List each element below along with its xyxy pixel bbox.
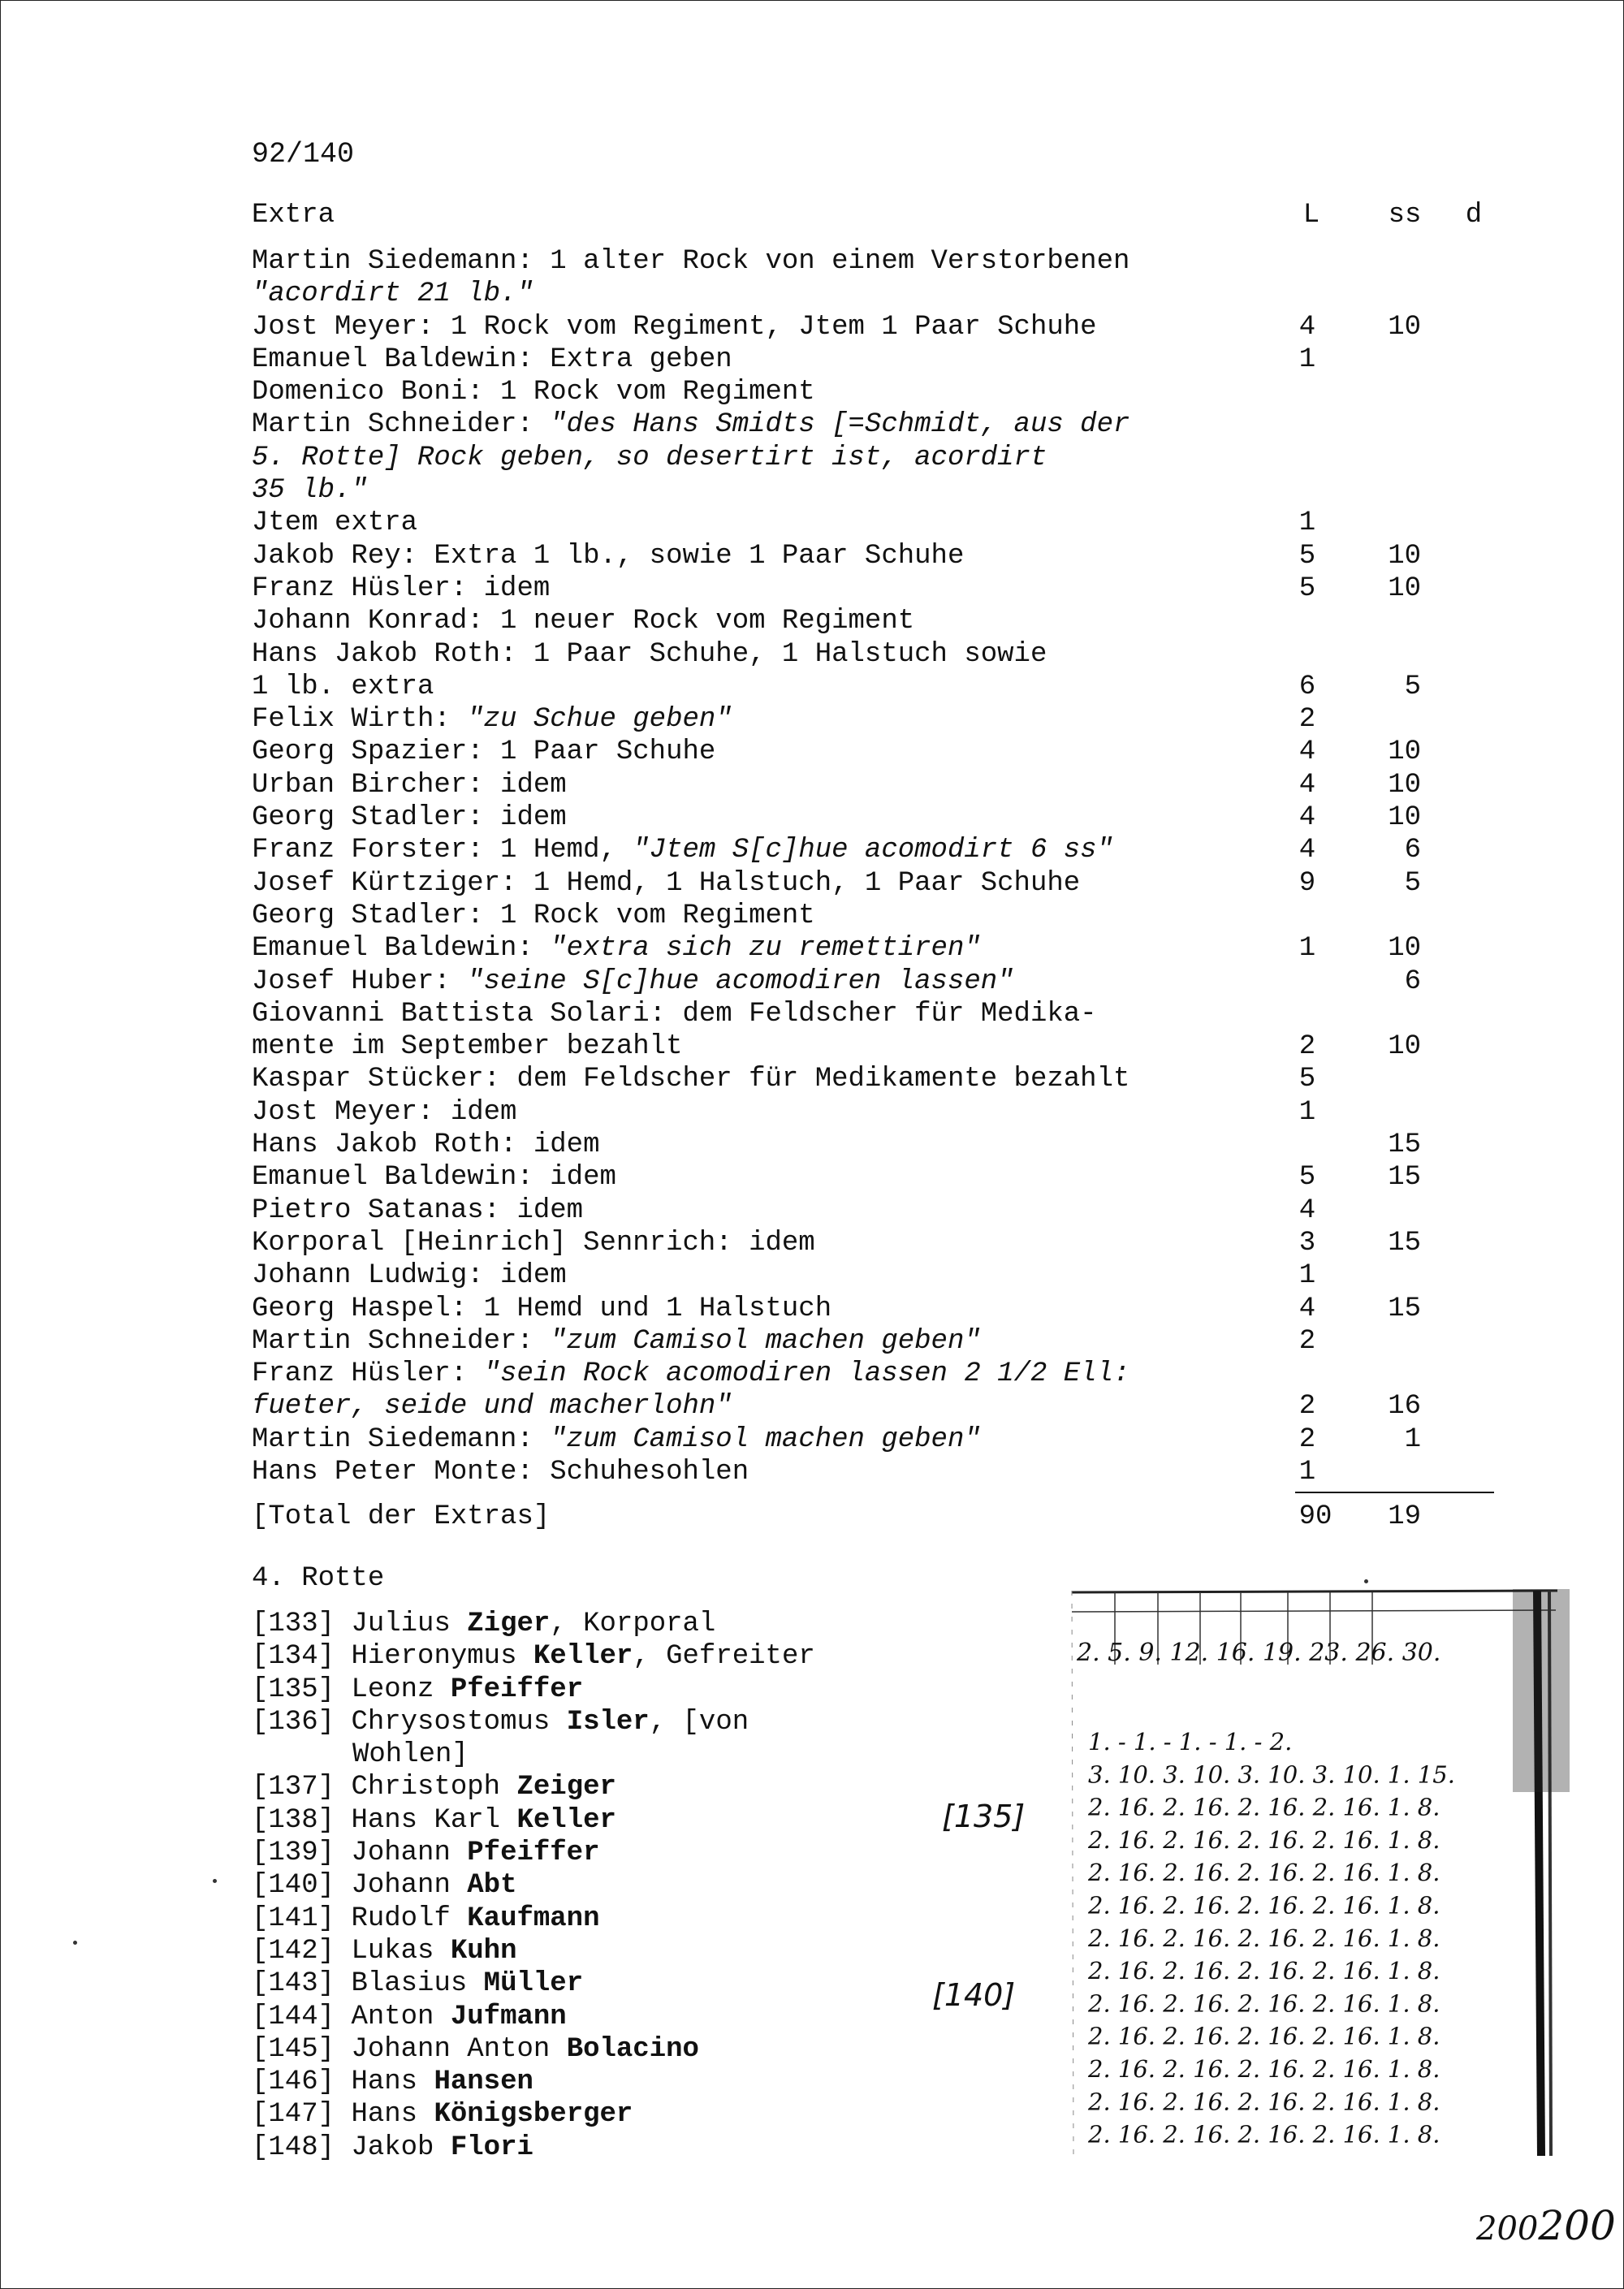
- member-surname: Isler: [566, 1706, 650, 1738]
- member-id: [144]: [252, 2001, 335, 2032]
- member-id: [148]: [252, 2131, 335, 2163]
- extra-name: Martin Schneider:: [252, 409, 551, 441]
- extra-description: [252, 311, 1097, 343]
- member-surname: Zeiger: [516, 1772, 616, 1803]
- extra-description: [252, 965, 1014, 998]
- member-id: [137]: [252, 1772, 335, 1803]
- extra-description: [252, 638, 1047, 671]
- member-surname: Flori: [450, 2131, 533, 2163]
- member-first-name: Christoph: [351, 1772, 501, 1803]
- extra-row: [252, 932, 1494, 965]
- member-first-name: Lukas: [351, 1935, 434, 1967]
- member-first-name: Johann: [351, 1838, 451, 1869]
- extra-description: [252, 1358, 1129, 1390]
- extra-row: [252, 703, 1494, 736]
- extra-row: [252, 572, 1494, 605]
- manuscript-row: 2. 16. 2. 16. 2. 16. 2. 16. 1. 8.: [1088, 1924, 1440, 1952]
- extra-amount-ss: 1: [1404, 1423, 1421, 1455]
- member-surname: Kuhn: [450, 1935, 517, 1967]
- extras-list: [252, 245, 1494, 1488]
- extra-text: Kaspar Stücker: dem Feldscher für Medikamente bezahlt: [252, 1064, 1130, 1095]
- member-row: [252, 2001, 983, 2033]
- margin-note-135: [135]: [942, 1799, 1026, 1834]
- extra-amount-l: 3: [1298, 1227, 1316, 1259]
- member-id: [143]: [252, 1968, 335, 2000]
- extra-description: [252, 442, 1047, 474]
- extra-text: Johann Ludwig: idem: [252, 1260, 567, 1292]
- member-surname: Kaufmann: [467, 1902, 600, 1934]
- extra-text: Giovanni Battista Solari: dem Feldscher für Medika-: [252, 998, 1097, 1030]
- member-surname: Abt: [467, 1870, 517, 1902]
- manuscript-row: 2. 16. 2. 16. 2. 16. 2. 16. 1. 8.: [1088, 1957, 1440, 1985]
- extra-text: mente im September bezahlt: [252, 1031, 683, 1063]
- extra-description: [252, 1423, 981, 1456]
- margin-dot: [213, 1879, 217, 1883]
- member-row: [252, 1935, 983, 1967]
- extra-amount-l: 6: [1298, 671, 1316, 702]
- extra-text: Pietro Satanas: idem: [252, 1194, 584, 1226]
- member-first-name: Hieronymus: [351, 1641, 517, 1673]
- extra-row: [252, 1293, 1494, 1325]
- extra-description: [252, 1030, 683, 1063]
- extra-name: Josef Huber:: [252, 965, 468, 997]
- member-id: [136]: [252, 1706, 335, 1738]
- extra-text: Franz Hüsler: idem: [252, 572, 551, 604]
- extra-amount-l: 1: [1298, 933, 1316, 965]
- extras-total-row: [252, 1501, 1494, 1533]
- column-header-l: L: [1302, 200, 1320, 231]
- manuscript-row: 2. 16. 2. 16. 2. 16. 2. 16. 1. 8.: [1088, 2022, 1440, 2050]
- member-row: [252, 1869, 983, 1902]
- member-row: [252, 2098, 983, 2131]
- member-surname: Keller: [533, 1641, 633, 1673]
- member-id: [142]: [252, 1935, 335, 1967]
- extra-amount-ss: 15: [1388, 1129, 1421, 1161]
- extra-amount-ss: 10: [1388, 572, 1421, 604]
- rotte-member-list: [252, 1608, 983, 2164]
- extra-row: [252, 474, 1494, 507]
- extra-text: Emanuel Baldewin: Extra geben: [252, 343, 732, 375]
- extra-text: "zu Schue geben": [467, 704, 732, 736]
- extra-description: [252, 408, 1129, 441]
- extra-description: [252, 278, 533, 310]
- extra-amount-l: 1: [1298, 343, 1316, 375]
- extra-amount-l: 4: [1298, 736, 1316, 768]
- extra-row: [252, 834, 1494, 866]
- extra-text: Jost Meyer: idem: [252, 1096, 517, 1128]
- extra-row: [252, 998, 1494, 1030]
- extra-amount-l: 4: [1298, 311, 1316, 343]
- extra-amount-l: 5: [1298, 1162, 1316, 1194]
- member-first-name: Anton: [351, 2001, 434, 2032]
- member-surname: Pfeiffer: [450, 1674, 584, 1705]
- extra-description: [252, 1227, 815, 1259]
- extra-text: 1 lb. extra: [252, 671, 434, 702]
- extra-description: [252, 474, 368, 507]
- extra-row: [252, 1423, 1494, 1456]
- extra-description: [252, 834, 1113, 866]
- extra-text: Jakob Rey: Extra 1 lb., sowie 1 Paar Schuhe: [252, 540, 965, 572]
- extra-text: Johann Konrad: 1 neuer Rock vom Regiment: [252, 606, 915, 637]
- extra-text: Urban Bircher: idem: [252, 769, 567, 801]
- extra-description: [252, 998, 1097, 1030]
- extra-row: [252, 1456, 1494, 1488]
- extra-amount-l: 1: [1298, 1260, 1316, 1292]
- extra-row: [252, 540, 1494, 572]
- extra-amount-ss: 5: [1404, 867, 1421, 899]
- extra-text: Hans Peter Monte: Schuhesohlen: [252, 1456, 749, 1488]
- member-id: [140]: [252, 1870, 335, 1902]
- extra-text: 5. Rotte] Rock geben, so desertirt ist, acordirt: [252, 442, 1047, 473]
- extra-text: "Jtem S[c]hue acomodirt 6 ss": [633, 835, 1113, 866]
- extra-text: "des Hans Smidts [=Schmidt, aus der: [550, 409, 1130, 441]
- extra-amount-l: 5: [1298, 572, 1316, 604]
- member-surname: Keller: [516, 1804, 616, 1836]
- extra-text: "acordirt 21 lb.": [252, 279, 533, 310]
- manuscript-row: 2. 16. 2. 16. 2. 16. 2. 16. 1. 8.: [1088, 1825, 1440, 1854]
- extra-row: [252, 900, 1494, 932]
- extra-description: [252, 867, 1080, 900]
- extra-text: Emanuel Baldewin: idem: [252, 1162, 616, 1194]
- extra-amount-ss: 15: [1388, 1227, 1421, 1259]
- extra-row: [252, 1358, 1494, 1390]
- manuscript-header-dates: 2. 5. 9. 12. 16. 19. 23. 26. 30.: [1077, 1639, 1441, 1667]
- manuscript-row: 2. 16. 2. 16. 2. 16. 2. 16. 1. 8.: [1088, 1891, 1440, 1920]
- member-note: , [von: [649, 1706, 749, 1738]
- extra-description: [252, 1129, 599, 1161]
- extra-description: [252, 1293, 831, 1325]
- margin-dot: [1364, 1579, 1368, 1583]
- extra-row: [252, 1129, 1494, 1161]
- extra-text: Domenico Boni: 1 Rock vom Regiment: [252, 377, 815, 408]
- extra-amount-l: 4: [1298, 1194, 1316, 1226]
- member-surname: Jufmann: [450, 2001, 567, 2032]
- extra-amount-l: 4: [1298, 1293, 1316, 1324]
- manuscript-row: 1. - 1. - 1. - 1. - 2.: [1088, 1728, 1293, 1756]
- member-first-name: Julius: [351, 1609, 451, 1639]
- extras-header: [252, 200, 1494, 232]
- member-surname: Pfeiffer: [467, 1838, 600, 1869]
- member-id: [133]: [252, 1609, 335, 1639]
- extras-title: Extra: [252, 200, 335, 231]
- member-surname: Bolacino: [566, 2033, 699, 2065]
- member-row: [252, 2131, 983, 2164]
- extra-amount-ss: 10: [1388, 1031, 1421, 1063]
- member-surname: Königsberger: [434, 2099, 633, 2131]
- extra-description: [252, 343, 732, 376]
- extra-amount-l: 1: [1298, 507, 1316, 539]
- manuscript-row: 2. 16. 2. 16. 2. 16. 2. 16. 1. 8.: [1088, 2055, 1440, 2083]
- extra-amount-l: 4: [1298, 769, 1316, 801]
- total-label: [Total der Extras]: [252, 1501, 551, 1532]
- extra-text: Georg Haspel: 1 Hemd und 1 Halstuch: [252, 1293, 832, 1324]
- member-first-name: Hans: [351, 2067, 418, 2098]
- member-first-name: Hans: [351, 2099, 418, 2131]
- extra-amount-ss: 10: [1388, 311, 1421, 343]
- extra-row: [252, 1390, 1494, 1423]
- member-first-name: Rudolf: [351, 1902, 451, 1934]
- extra-description: [252, 900, 815, 932]
- extra-row: [252, 1030, 1494, 1063]
- extra-amount-l: 1: [1298, 1096, 1316, 1128]
- page-number: 92/140: [252, 138, 355, 171]
- extra-text: Georg Stadler: 1 Rock vom Regiment: [252, 900, 815, 931]
- extra-name: Felix Wirth:: [252, 704, 468, 736]
- extra-name: Franz Forster: 1 Hemd,: [252, 835, 633, 866]
- extra-description: [252, 1259, 567, 1292]
- member-first-name: Jakob: [351, 2131, 434, 2163]
- member-surname: Hansen: [434, 2067, 533, 2098]
- extra-description: [252, 1325, 981, 1358]
- member-id: [145]: [252, 2033, 335, 2065]
- extra-row: [252, 801, 1494, 834]
- extra-text: Martin Siedemann: 1 alter Rock von einem Verstorbenen: [252, 246, 1130, 277]
- manuscript-row: 2. 16. 2. 16. 2. 16. 2. 16. 1. 8.: [1088, 2120, 1440, 2149]
- extra-description: [252, 1456, 749, 1488]
- sum-rule: [1295, 1492, 1494, 1493]
- member-row: [252, 1674, 983, 1706]
- extra-row: [252, 1063, 1494, 1095]
- total-ss: 19: [1388, 1501, 1421, 1532]
- extra-row: [252, 1227, 1494, 1259]
- manuscript-row: 2. 16. 2. 16. 2. 16. 2. 16. 1. 8.: [1088, 1859, 1440, 1887]
- member-note: , Korporal: [550, 1609, 716, 1639]
- extra-description: [252, 932, 981, 965]
- member-id: [141]: [252, 1902, 335, 1934]
- extra-text: "zum Camisol machen geben": [550, 1423, 981, 1455]
- extra-amount-l: 4: [1298, 835, 1316, 866]
- extra-text: Hans Jakob Roth: 1 Paar Schuhe, 1 Halstuch sowie: [252, 638, 1047, 670]
- extra-text: Josef Kürtziger: 1 Hemd, 1 Halstuch, 1 Paar Schuhe: [252, 867, 1081, 899]
- page-stamp: [1476, 2202, 1616, 2249]
- extra-name: Franz Hüsler:: [252, 1358, 484, 1390]
- extra-row: [252, 736, 1494, 768]
- extra-description: [252, 1194, 583, 1227]
- rotte-title: 4. Rotte: [252, 1563, 385, 1594]
- extra-amount-ss: 10: [1388, 540, 1421, 572]
- extra-amount-ss: 10: [1388, 736, 1421, 768]
- extra-text: "zum Camisol machen geben": [550, 1325, 981, 1357]
- member-row: [252, 1804, 983, 1837]
- extra-description: [252, 1063, 1129, 1095]
- extra-amount-l: 5: [1298, 1064, 1316, 1095]
- member-first-name: Johann: [351, 1870, 451, 1902]
- extra-amount-ss: 15: [1388, 1293, 1421, 1324]
- member-note: , Gefreiter: [633, 1641, 815, 1673]
- page-stamp-main: 200: [1538, 2202, 1616, 2249]
- extra-row: [252, 507, 1494, 539]
- member-id: [147]: [252, 2099, 335, 2131]
- extra-description: [252, 245, 1129, 278]
- extra-amount-ss: 6: [1404, 835, 1421, 866]
- extra-row: [252, 278, 1494, 310]
- extra-text: "sein Rock acomodiren lassen 2 1/2 Ell:: [483, 1358, 1130, 1390]
- member-id: [139]: [252, 1838, 335, 1869]
- extra-amount-l: 2: [1298, 1391, 1316, 1423]
- extra-row: [252, 638, 1494, 671]
- extra-amount-l: 2: [1298, 1031, 1316, 1063]
- member-first-name: Blasius: [351, 1968, 468, 2000]
- extra-row: [252, 442, 1494, 474]
- page-stamp-faint: 200: [1476, 2210, 1539, 2248]
- extra-row: [252, 1096, 1494, 1129]
- extra-text: Korporal [Heinrich] Sennrich: idem: [252, 1227, 815, 1259]
- member-first-name: Leonz: [351, 1674, 434, 1705]
- extra-row: [252, 245, 1494, 278]
- extra-text: Hans Jakob Roth: idem: [252, 1129, 600, 1161]
- member-row: [252, 2066, 983, 2098]
- member-first-name: Chrysostomus: [351, 1706, 551, 1738]
- extra-text: 35 lb.": [252, 475, 368, 507]
- extra-row: [252, 343, 1494, 376]
- extra-description: [252, 671, 434, 703]
- margin-note-140: [140]: [932, 1977, 1016, 2013]
- extra-row: [252, 671, 1494, 703]
- extra-text: "extra sich zu remettiren": [550, 933, 981, 965]
- extra-description: [252, 1390, 732, 1423]
- extra-row: [252, 311, 1494, 343]
- total-l: 90: [1298, 1501, 1332, 1532]
- extra-amount-l: 2: [1298, 704, 1316, 736]
- extra-row: [252, 605, 1494, 637]
- member-first-name: Hans Karl: [351, 1804, 501, 1836]
- member-row-continuation: Wohlen]: [352, 1739, 469, 1771]
- extra-description: [252, 507, 417, 539]
- extra-amount-l: 5: [1298, 540, 1316, 572]
- extra-description: [252, 540, 964, 572]
- manuscript-row: 3. 10. 3. 10. 3. 10. 3. 10. 1. 15.: [1088, 1760, 1455, 1789]
- manuscript-row: 2. 16. 2. 16. 2. 16. 2. 16. 1. 8.: [1088, 1793, 1440, 1821]
- extra-amount-l: 4: [1298, 802, 1316, 834]
- extra-name: Martin Siedemann:: [252, 1423, 551, 1455]
- member-row: [252, 1967, 983, 2000]
- extra-row: [252, 1325, 1494, 1358]
- extra-row: [252, 376, 1494, 408]
- extra-description: [252, 572, 550, 605]
- member-id: [134]: [252, 1641, 335, 1673]
- member-first-name: Johann Anton: [351, 2033, 551, 2065]
- member-surname: Müller: [483, 1968, 584, 2000]
- extra-description: [252, 703, 732, 736]
- margin-dot: [73, 1941, 77, 1945]
- extra-text: "seine S[c]hue acomodiren lassen": [467, 965, 1014, 997]
- extra-description: [252, 736, 715, 768]
- member-row: [252, 1640, 983, 1673]
- manuscript-row: 2. 16. 2. 16. 2. 16. 2. 16. 1. 8.: [1088, 1989, 1440, 2018]
- member-row: [252, 1837, 983, 1869]
- extra-amount-l: 9: [1298, 867, 1316, 899]
- extra-row: [252, 1194, 1494, 1227]
- member-id: [135]: [252, 1674, 335, 1705]
- member-row: [252, 1771, 983, 1803]
- extra-amount-ss: 5: [1404, 671, 1421, 702]
- extra-amount-l: 1: [1298, 1456, 1316, 1488]
- extra-row: [252, 1259, 1494, 1292]
- extra-text: Jost Meyer: 1 Rock vom Regiment, Jtem 1 Paar Schuhe: [252, 311, 1097, 343]
- extra-description: [252, 376, 815, 408]
- extra-name: Emanuel Baldewin:: [252, 933, 551, 965]
- extra-description: [252, 1096, 516, 1129]
- extra-amount-ss: 10: [1388, 769, 1421, 801]
- extra-description: [252, 605, 914, 637]
- member-row: [252, 2033, 983, 2066]
- extra-amount-ss: 10: [1388, 802, 1421, 834]
- extra-amount-ss: 16: [1388, 1391, 1421, 1423]
- manuscript-scan: [1070, 1587, 1570, 2156]
- member-surname: Ziger: [467, 1609, 551, 1639]
- member-row: [252, 1608, 983, 1640]
- member-row: [252, 1902, 983, 1935]
- manuscript-row: 2. 16. 2. 16. 2. 16. 2. 16. 1. 8.: [1088, 2088, 1440, 2116]
- column-header-d: d: [1465, 200, 1483, 231]
- extra-amount-l: 2: [1298, 1325, 1316, 1357]
- extra-description: [252, 769, 567, 801]
- extra-name: Martin Schneider:: [252, 1325, 551, 1357]
- extra-row: [252, 408, 1494, 441]
- extra-amount-ss: 6: [1404, 965, 1421, 997]
- extra-row: [252, 965, 1494, 998]
- member-id: [138]: [252, 1804, 335, 1836]
- extra-row: [252, 769, 1494, 801]
- extra-amount-ss: 10: [1388, 933, 1421, 965]
- extra-row: [252, 1161, 1494, 1194]
- member-row: [252, 1706, 983, 1738]
- extra-amount-ss: 15: [1388, 1162, 1421, 1194]
- extra-text: Jtem extra: [252, 507, 418, 539]
- extra-text: Georg Stadler: idem: [252, 802, 567, 834]
- column-header-ss: ss: [1388, 200, 1422, 231]
- extra-row: [252, 867, 1494, 900]
- extra-text: Georg Spazier: 1 Paar Schuhe: [252, 736, 716, 768]
- extra-text: fueter, seide und macherlohn": [252, 1391, 732, 1423]
- extra-description: [252, 801, 567, 834]
- member-id: [146]: [252, 2067, 335, 2098]
- extra-description: [252, 1161, 616, 1194]
- extra-amount-l: 2: [1298, 1423, 1316, 1455]
